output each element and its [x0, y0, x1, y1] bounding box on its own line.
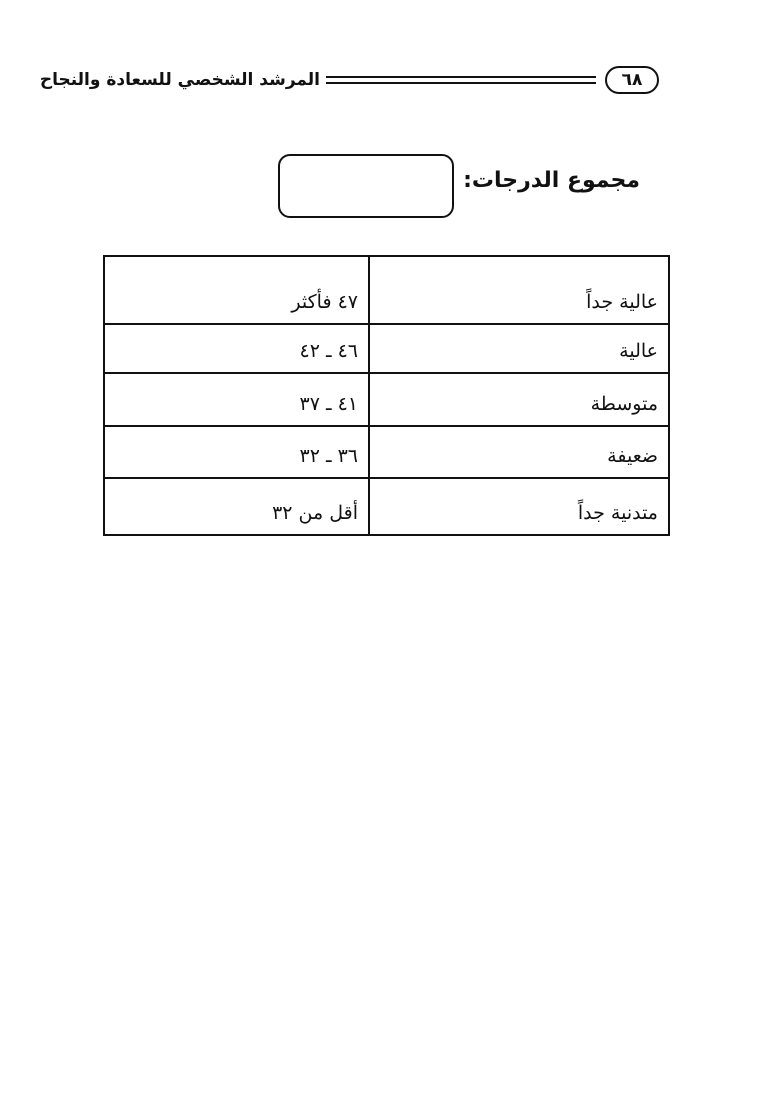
table-row [104, 478, 669, 535]
level-cell: عالية [369, 324, 669, 373]
range-cell: ٤٦ ـ ٤٢ [104, 324, 369, 373]
range-cell: ٤٧ فأكثر [104, 256, 369, 324]
score-ranges-table [103, 255, 670, 536]
range-cell: ٤١ ـ ٣٧ [104, 373, 369, 426]
table-row [104, 256, 669, 324]
range-cell: ٣٦ ـ ٣٢ [104, 426, 369, 478]
table-row [104, 373, 669, 426]
page-number: ٦٨ [605, 66, 659, 94]
table-row [104, 426, 669, 478]
score-total-box[interactable] [278, 154, 454, 218]
table-row [104, 324, 669, 373]
header-rule [326, 76, 596, 84]
level-cell: متدنية جداً [369, 478, 669, 535]
range-cell: أقل من ٣٢ [104, 478, 369, 535]
level-cell: ضعيفة [369, 426, 669, 478]
running-header [39, 66, 668, 100]
level-cell: متوسطة [369, 373, 669, 426]
score-total-label: مجموع الدرجات: [463, 168, 640, 193]
score-total-section [270, 152, 640, 222]
book-title: المرشد الشخصي للسعادة والنجاح [39, 70, 320, 90]
level-cell: عالية جداً [369, 256, 669, 324]
